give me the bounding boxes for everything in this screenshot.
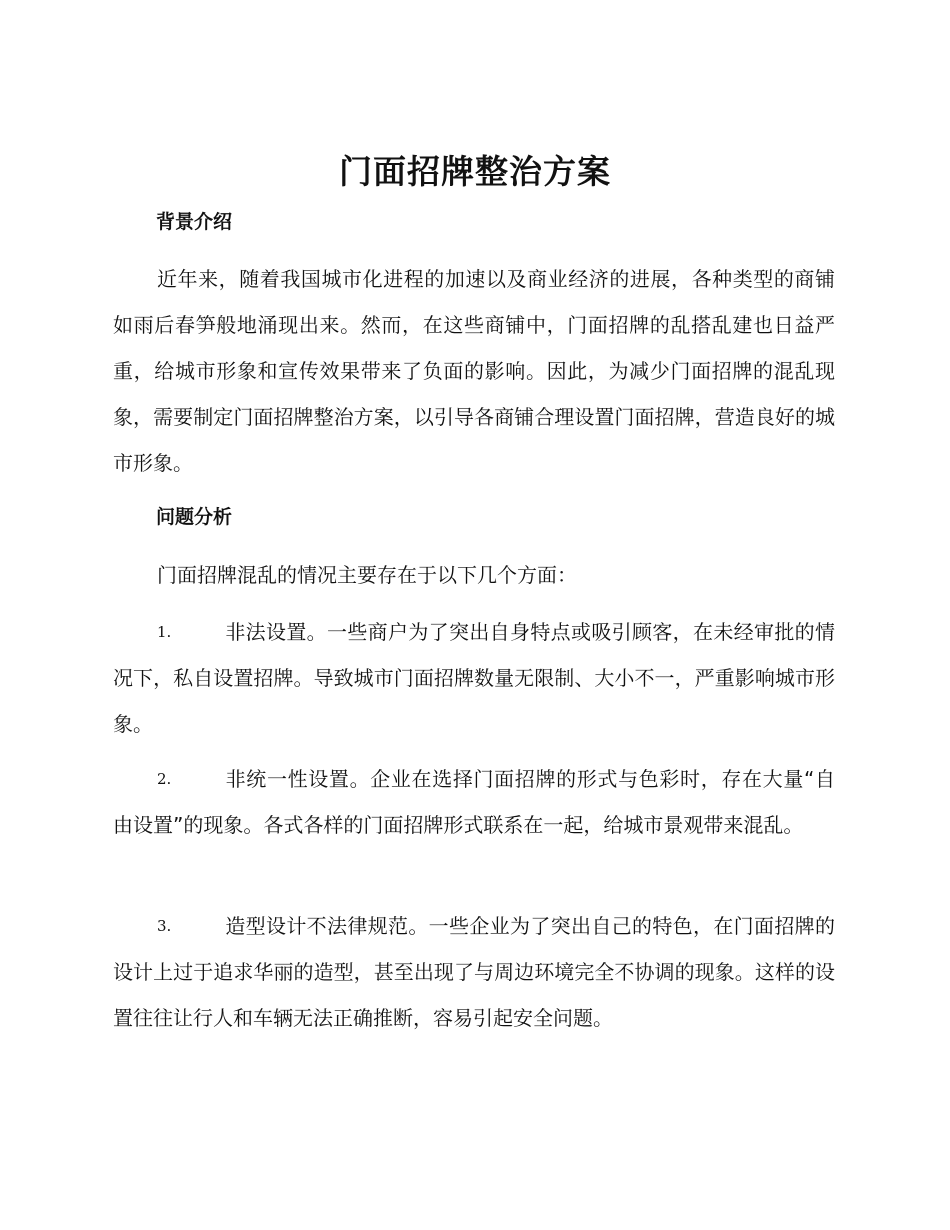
section-heading-background: 背景介绍 xyxy=(156,211,233,233)
list-item-number: 3. xyxy=(157,917,172,935)
list-item xyxy=(113,609,835,747)
analysis-intro-paragraph: 门面招牌混乱的情况主要存在于以下几个方面： xyxy=(157,563,577,587)
list-item-text: 造型设计不法律规范。一些企业为了突出自己的特色，在门面招牌的设计上过于追求华丽的造型，甚至出现了与周边环境完全不协调的现象。这样的设置往往让行人和车辆无法正确推断，容易引起安全问题。 xyxy=(113,914,835,1030)
section-heading-analysis: 问题分析 xyxy=(156,506,233,528)
background-paragraph: 近年来，随着我国城市化进程的加速以及商业经济的进展，各种类型的商铺如雨后春笋般地涌现出来。然而，在这些商铺中，门面招牌的乱搭乱建也日益严重，给城市形象和宣传效果带来了负面的影响。因此，为减少门面招牌的混乱现象，需要制定门面招牌整治方案，以引导各商铺合理设置门面招牌，营造良好的城市形象。 xyxy=(113,267,835,475)
document-title: 门面招牌整治方案 xyxy=(339,152,611,191)
list-item-number: 2. xyxy=(157,770,172,788)
list-item xyxy=(113,903,835,1041)
list-item-text: 非统一性设置。企业在选择门面招牌的形式与色彩时，存在大量“自由设置”的现象。各式各样的门面招牌形式联系在一起，给城市景观带来混乱。 xyxy=(113,767,835,837)
list-item xyxy=(113,756,835,848)
list-item-text: 非法设置。一些商户为了突出自身特点或吸引顾客，在未经审批的情况下，私自设置招牌。导致城市门面招牌数量无限制、大小不一，严重影响城市形象。 xyxy=(113,620,835,736)
list-item-number: 1. xyxy=(157,623,172,641)
